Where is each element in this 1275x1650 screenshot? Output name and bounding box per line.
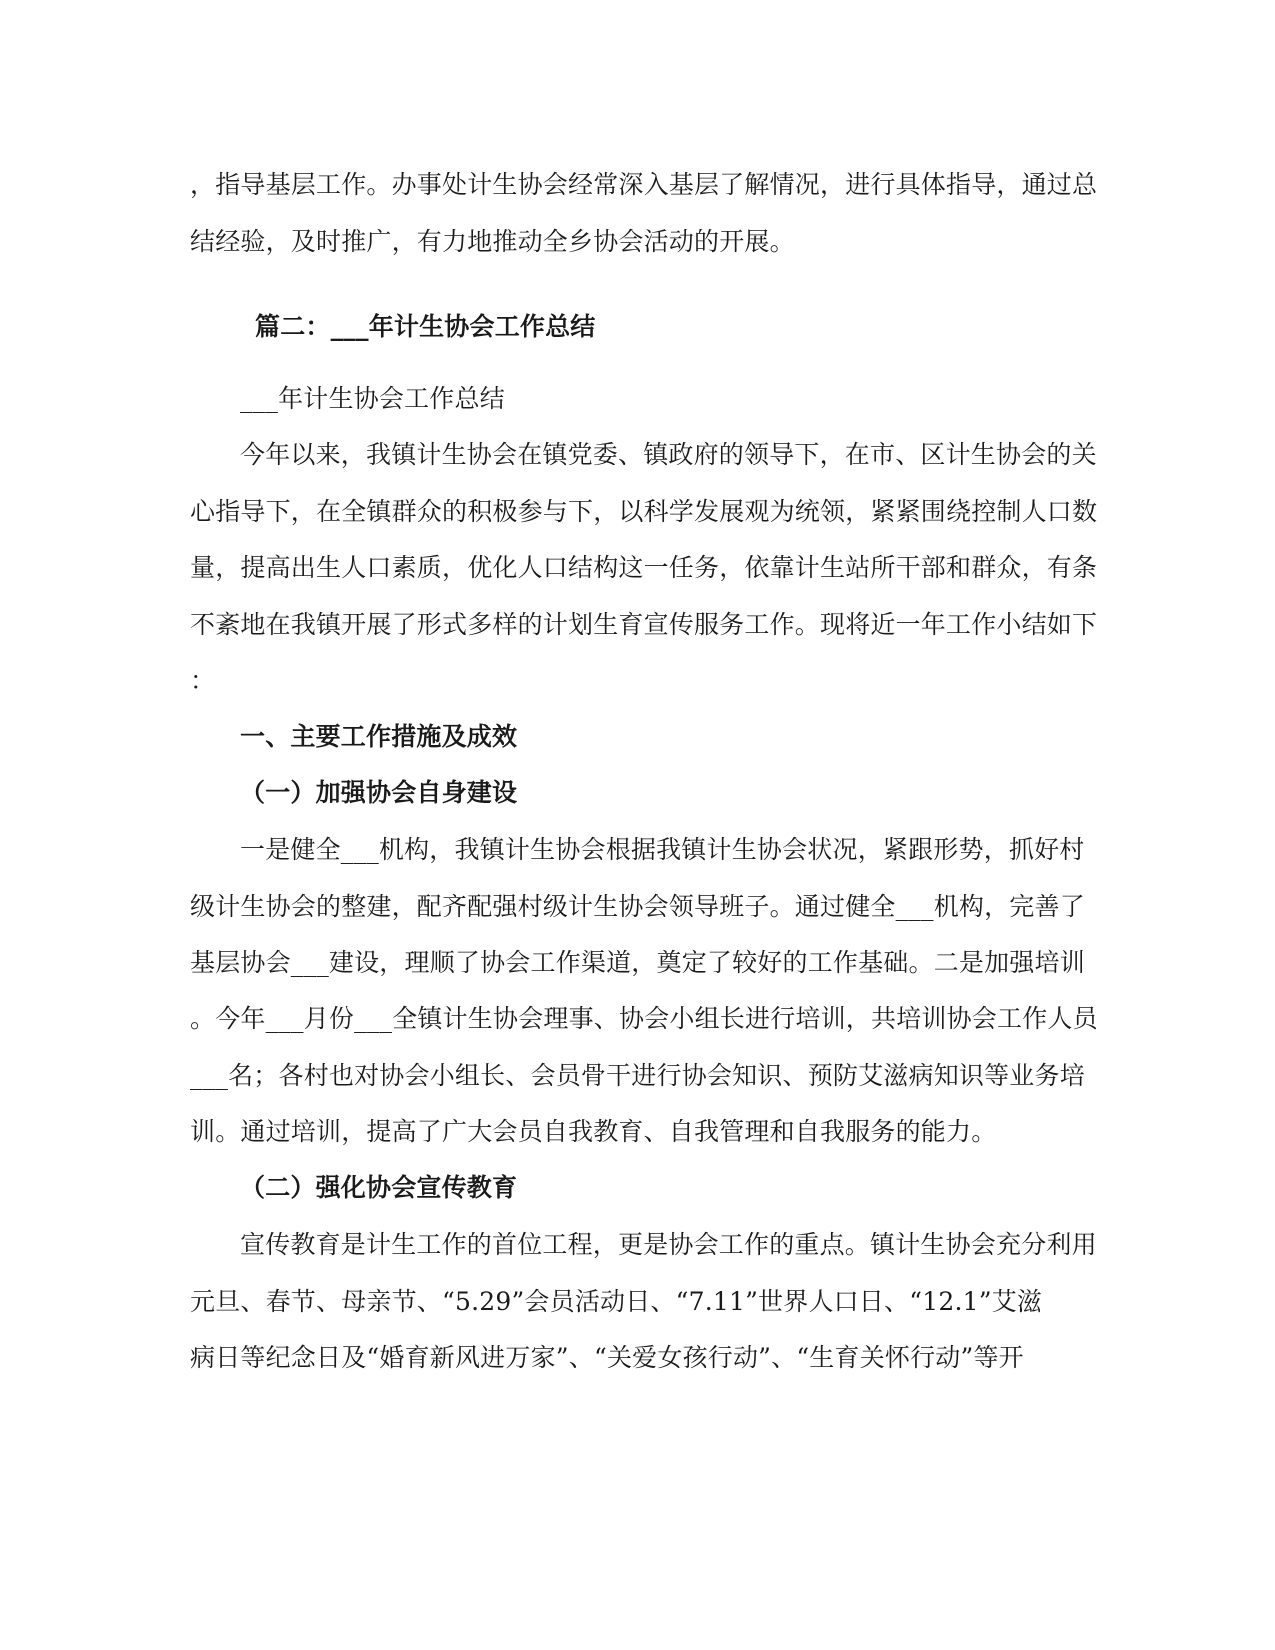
body-text-line: 不紊地在我镇开展了形式多样的计划生育宣传服务工作。现将近一年工作小结如下	[190, 610, 1098, 639]
body-text-line: 训。通过培训，提高了广大会员自我教育、自我管理和自我服务的能力。	[190, 1117, 997, 1146]
body-text-line: 结经验，及时推广，有力地推动全乡协会活动的开展。	[190, 227, 795, 256]
section-heading: 篇二：___年计生协会工作总结	[255, 312, 596, 341]
body-text-line: ：	[190, 666, 216, 695]
body-text-line: 今年以来，我镇计生协会在镇党委、镇政府的领导下，在市、区计生协会的关	[240, 440, 1097, 469]
body-text-line: 。今年___月份___全镇计生协会理事、协会小组长进行培训，共培训协会工作人员	[190, 1004, 1098, 1033]
body-text-line: 心指导下，在全镇群众的积极参与下，以科学发展观为统领，紧紧围绕控制人口数	[190, 497, 1098, 526]
body-text-line: ___名；各村也对协会小组长、会员骨干进行协会知识、预防艾滋病知识等业务培	[190, 1061, 1085, 1090]
subsection-heading: （一）加强协会自身建设	[240, 778, 518, 807]
subsection-heading: （二）强化协会宣传教育	[240, 1173, 518, 1202]
body-text-line: 一是健全___机构，我镇计生协会根据我镇计生协会状况，紧跟形势，抓好村	[240, 835, 1085, 864]
subsection-heading: 一、主要工作措施及成效	[240, 722, 518, 751]
body-text-line: 宣传教育是计生工作的首位工程，更是协会工作的重点。镇计生协会充分利用	[240, 1230, 1097, 1259]
body-text-line: 元旦、春节、母亲节、“5.29”会员活动日、“7.11”世界人口日、“12.1”艾滋	[190, 1287, 1043, 1316]
body-text-line: 病日等纪念日及“婚育新风进万家”、“关爱女孩行动”、“生育关怀行动”等开	[190, 1343, 1024, 1372]
section-title: ___年计生协会工作总结	[240, 384, 505, 413]
body-text-line: 级计生协会的整建，配齐配强村级计生协会领导班子。通过健全___机构，完善了	[190, 892, 1085, 921]
body-text-line: ，指导基层工作。办事处计生协会经常深入基层了解情况，进行具体指导，通过总	[190, 170, 1098, 199]
body-text-line: 基层协会___建设，理顺了协会工作渠道，奠定了较好的工作基础。二是加强培训	[190, 948, 1085, 977]
body-text-line: 量，提高出生人口素质，优化人口结构这一任务，依靠计生站所干部和群众，有条	[190, 553, 1098, 582]
